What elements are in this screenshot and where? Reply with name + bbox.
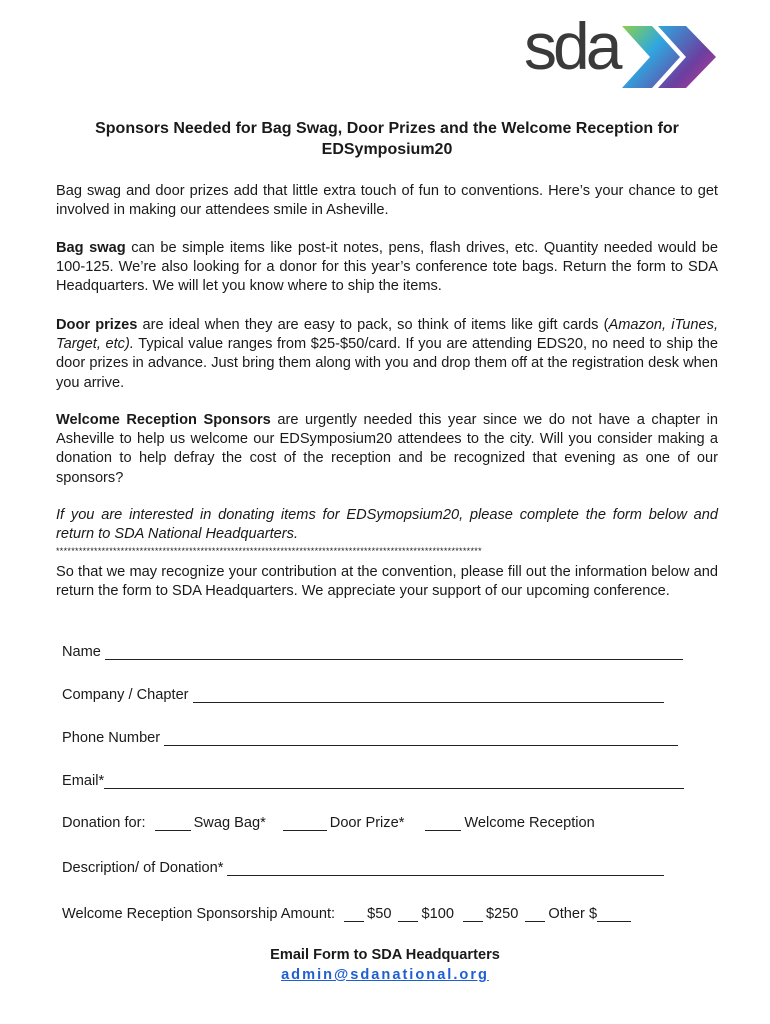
welcome-reception-label: Welcome Reception — [464, 815, 595, 831]
bag-swag-heading: Bag swag — [56, 240, 126, 256]
swag-bag-blank[interactable] — [155, 816, 191, 831]
footer-title: Email Form to SDA Headquarters — [270, 947, 500, 963]
intro-paragraph: Bag swag and door prizes add that little extra touch of fun to conventions. Here’s your chance to get involved in making our attendees smile in Asheville. — [56, 183, 718, 219]
email-input-line[interactable] — [104, 773, 684, 789]
phone-input-line[interactable] — [164, 730, 678, 746]
amount-100-label: $100 — [421, 906, 454, 922]
name-field-row — [62, 640, 683, 660]
door-prizes-paragraph — [56, 316, 718, 393]
amount-other-blank[interactable] — [525, 907, 545, 922]
sda-logo — [524, 9, 719, 94]
phone-field-row — [62, 726, 678, 746]
company-input-line[interactable] — [193, 687, 664, 703]
name-label: Name — [62, 644, 101, 660]
donation-option-door-prize[interactable] — [280, 815, 405, 831]
donation-label: Donation for: — [62, 815, 146, 831]
door-prize-blank[interactable] — [283, 816, 327, 831]
door-prizes-heading: Door prizes — [56, 317, 138, 333]
interest-note — [56, 506, 718, 544]
amount-other-label: Other $ — [548, 906, 598, 922]
donation-option-welcome-reception[interactable] — [422, 815, 594, 831]
amount-250-label: $250 — [485, 906, 519, 922]
amount-50-blank[interactable] — [344, 907, 364, 922]
name-input-line[interactable] — [105, 644, 683, 660]
donation-row — [62, 811, 595, 831]
title-line-1: Sponsors Needed for Bag Swag, Door Prizes and the Welcome Reception for — [95, 120, 679, 137]
description-field-row — [62, 856, 664, 876]
company-field-row — [62, 683, 664, 703]
email-label: Email* — [62, 773, 105, 789]
door-prizes-examples: Amazon, iTunes, Target, etc). — [56, 317, 719, 353]
amount-option-50[interactable] — [341, 906, 391, 922]
description-input-line[interactable] — [227, 860, 664, 876]
welcome-heading: Welcome Reception Sponsors — [56, 412, 271, 428]
phone-label: Phone Number — [62, 730, 161, 746]
logo-text: sda — [524, 9, 619, 83]
separator-line: **************************************************************************************************************** — [56, 546, 482, 556]
amount-option-other[interactable] — [522, 906, 634, 922]
swag-bag-label: Swag Bag* — [193, 815, 266, 831]
title-line-2: EDSymposium20 — [321, 141, 453, 158]
bag-swag-text: can be simple items like post-it notes, pens, flash drives, etc. Quantity needed would be 100-125. We’re also looking for a donor for this year’s conference tote bags. Return the form to SDA Headquarters. We will let you know where to ship the items. — [56, 240, 718, 295]
welcome-paragraph — [56, 411, 718, 488]
company-label: Company / Chapter — [62, 687, 189, 703]
door-prize-label: Door Prize* — [329, 815, 405, 831]
sponsorship-row — [62, 902, 634, 922]
form-intro-paragraph: So that we may recognize your contribution at the convention, please fill out the information below and return the form to SDA Headquarters. We appreciate your support of our upcoming conference. — [56, 564, 718, 600]
sponsorship-label: Welcome Reception Sponsorship Amount: — [62, 906, 336, 922]
document-title — [56, 118, 718, 160]
logo-chevrons-icon — [600, 26, 720, 88]
footer-email-wrapper — [0, 967, 770, 983]
welcome-reception-blank[interactable] — [425, 816, 461, 831]
amount-250-blank[interactable] — [463, 907, 483, 922]
amount-50-label: $50 — [367, 906, 392, 922]
door-prizes-text-1: are ideal when they are easy to pack, so think of items like gift cards ( — [137, 317, 609, 333]
amount-option-250[interactable] — [460, 906, 518, 922]
welcome-text: are urgently needed this year since we do not have a chapter in Asheville to help us welcome our EDSymposium20 attendees to the city. Will you consider making a donation to help defray the cost of the reception and be recognized that evening as one of our sponsors? — [56, 412, 719, 486]
bag-swag-paragraph — [56, 239, 718, 297]
amount-100-blank[interactable] — [398, 907, 418, 922]
amount-option-100[interactable] — [395, 906, 453, 922]
email-field-row — [62, 769, 684, 789]
email-link[interactable]: admin@sdanational.org — [281, 967, 489, 983]
door-prizes-text-2: Typical value ranges from $25-$50/card. If you are attending EDS20, no need to ship the door prizes in advance. Just bring them along with you and drop them off at the registration desk when you arrive. — [56, 336, 718, 391]
donation-option-swag-bag[interactable] — [152, 815, 266, 831]
interest-note-text: If you are interested in donating items for EDSymopsium20, please complete the form below and return to SDA National Headquarters. — [56, 507, 718, 543]
description-label: Description/ of Donation* — [62, 860, 224, 876]
amount-other-value-line[interactable] — [597, 907, 631, 922]
